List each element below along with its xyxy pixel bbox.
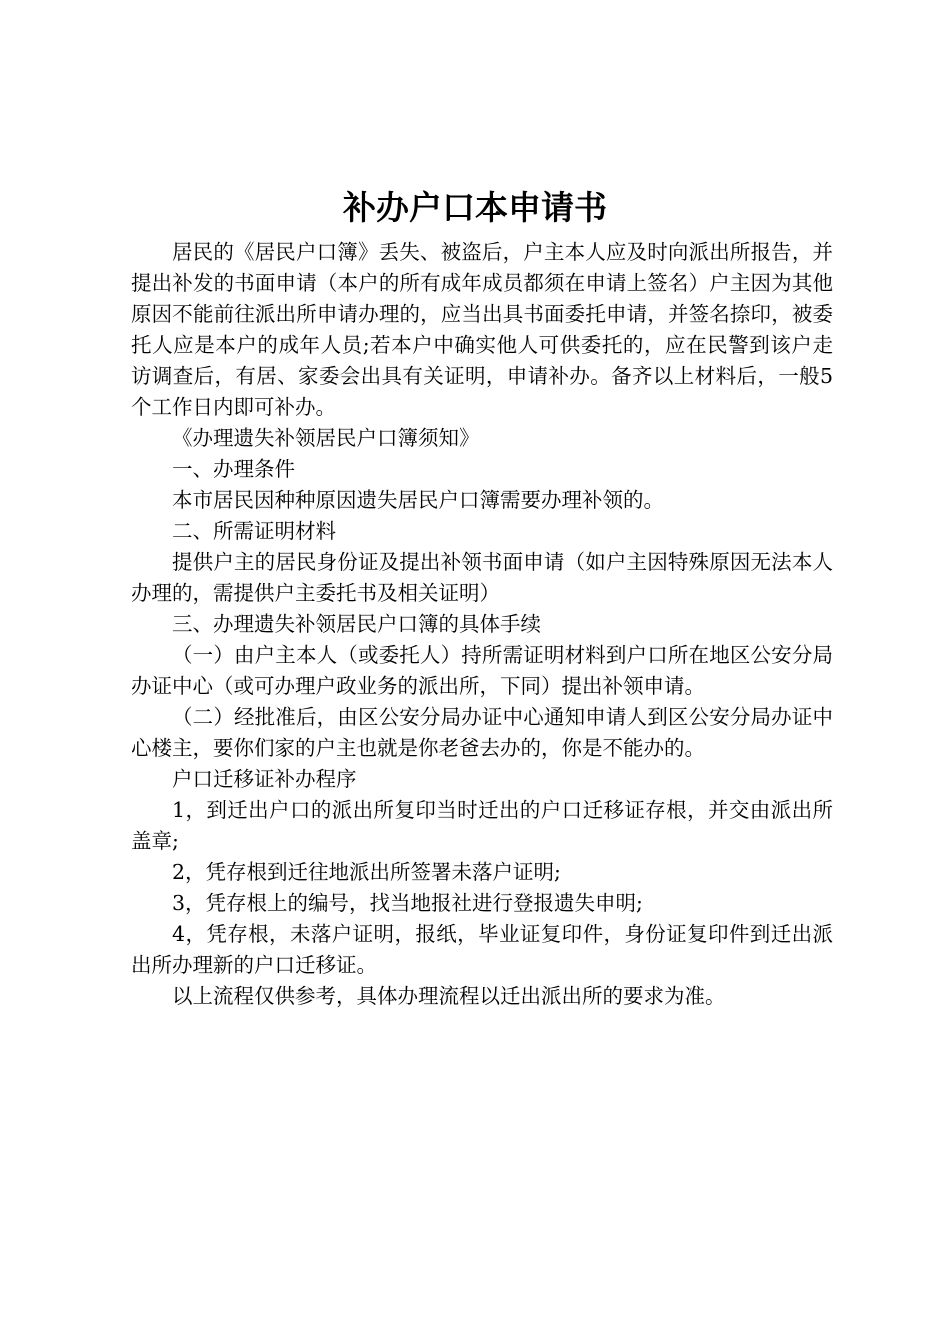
paragraph-notice-title: 《办理遗失补领居民户口簿须知》 bbox=[172, 426, 480, 450]
paragraph-intro: 居民的《居民户口簿》丢失、被盗后，户主本人应及时向派出所报告，并提出补发的书面申请（本户的所有成年成员都须在申请上签名）户主因为其他原因不能前往派出所申请办理的，应当出具书面委托申请，并签名捺印，被委托人应是本户的成年人员;若本户中确实他人可供委托的，应在民警到该户走访调查后，有居、家委会出具有关证明，申请补办。备齐以上材料后，一般5个工作日内即可补办。 bbox=[131, 240, 833, 419]
document-title: 补办户口本申请书 bbox=[343, 188, 607, 227]
heading-conditions: 一、办理条件 bbox=[172, 457, 295, 481]
paragraph-disclaimer: 以上流程仅供参考，具体办理流程以迁出派出所的要求为准。 bbox=[172, 984, 726, 1008]
heading-materials: 二、所需证明材料 bbox=[172, 519, 336, 543]
paragraph-procedure-2: （二）经批准后，由区公安分局办证中心通知申请人到区公安分局办证中心楼主，要你们家的户主也就是你老爸去办的，你是不能办的。 bbox=[131, 705, 833, 760]
paragraph-conditions: 本市居民因种种原因遗失居民户口簿需要办理补领的。 bbox=[172, 488, 664, 512]
list-item-step-4: 4，凭存根，未落户证明，报纸，毕业证复印件，身份证复印件到迁出派出所办理新的户口迁移证。 bbox=[131, 922, 833, 977]
paragraph-procedure-1: （一）由户主本人（或委托人）持所需证明材料到户口所在地区公安分局办证中心（或可办理户政业务的派出所，下同）提出补领申请。 bbox=[131, 643, 833, 698]
heading-migration: 户口迁移证补办程序 bbox=[172, 767, 357, 791]
list-item-step-3: 3，凭存根上的编号，找当地报社进行登报遗失申明; bbox=[172, 891, 643, 915]
heading-procedures: 三、办理遗失补领居民户口簿的具体手续 bbox=[172, 612, 541, 636]
paragraph-materials: 提供户主的居民身份证及提出补领书面申请（如户主因特殊原因无法本人办理的，需提供户主委托书及相关证明） bbox=[131, 550, 833, 605]
list-item-step-1: 1，到迁出户口的派出所复印当时迁出的户口迁移证存根，并交由派出所盖章; bbox=[131, 798, 833, 853]
document-body bbox=[131, 237, 833, 1012]
list-item-step-2: 2，凭存根到迁往地派出所签署未落户证明; bbox=[172, 860, 561, 884]
